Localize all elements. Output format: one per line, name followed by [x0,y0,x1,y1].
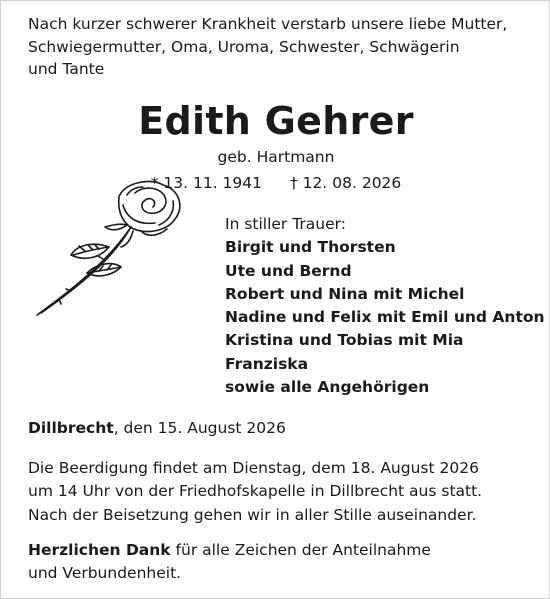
deceased-name: Edith Gehrer [138,99,414,143]
intro-line-2: Schwiegermutter, Oma, Uroma, Schwester, Schwägerin [28,37,460,56]
death-date: † 12. 08. 2026 [290,174,402,192]
place-name: Dillbrecht [28,419,114,437]
mourner-item: Franziska [225,354,309,373]
place-date [28,419,286,437]
thanks-line-2: und Verbundenheit. [28,564,182,583]
mourner-item: Birgit und Thorsten [225,238,396,257]
thanks-rest: für alle Zeichen der Anteilnahme [170,541,431,559]
funeral-line-1: Die Beerdigung findet am Dienstag, dem 18. August 2026 [28,459,479,477]
mourner-item: sowie alle Angehörigen [225,378,430,397]
thanks-bold: Herzlichen Dank [28,541,171,559]
mourner-item: Nadine und Felix mit Emil und Anton [225,308,545,327]
mourner-item: Robert und Nina mit Michel [225,284,465,303]
mourners-heading: In stiller Trauer: [225,215,346,233]
intro-line-3: und Tante [28,60,105,78]
mourners-list [225,213,545,399]
intro-text [28,13,533,81]
mourner-item: Ute und Bernd [225,261,352,280]
funeral-line-3: Nach der Beisetzung gehen wir in aller Stille auseinander. [28,505,477,524]
thanks-text [28,539,533,586]
intro-line-1: Nach kurzer schwerer Krankheit verstarb unsere liebe Mutter, [28,15,508,33]
funeral-info [28,457,533,527]
rose-icon [23,175,193,325]
funeral-line-2: um 14 Uhr von der Friedhofskapelle in Dillbrecht aus statt. [28,482,483,501]
mourner-item: Kristina und Tobias mit Mia [225,331,464,350]
birth-date: * 13. 11. 1941 [150,174,262,192]
date-text: , den 15. August 2026 [113,419,286,437]
maiden-name: geb. Hartmann [217,148,335,166]
